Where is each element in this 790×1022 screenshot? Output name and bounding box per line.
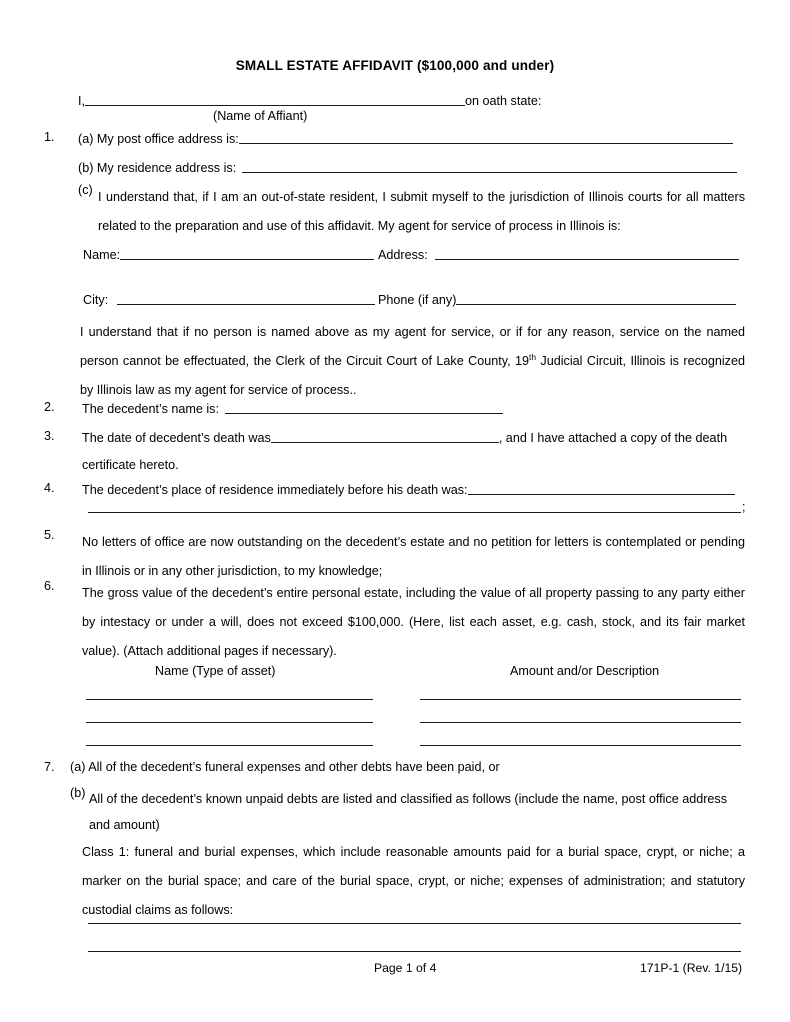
agent-address-input[interactable] [435,246,739,260]
residence-address-input[interactable] [242,159,737,173]
item-2-number: 2. [44,400,55,414]
item-2-row [82,400,503,417]
item-5-text: No letters of office are now outstanding on the decedent’s estate and no petition for letters is contemplated or pending in Illinois or in any other jurisdiction, to my knowledge; [82,535,745,578]
affiant-name-input[interactable] [85,92,465,106]
item-3-row [82,429,727,446]
item-7b-text: All of the decedent’s known unpaid debts are listed and classified as follows (include the name, post office address and amount) [89,792,728,832]
agent-address-label: Address: [378,248,428,262]
footer-page-label: Page 1 of 4 [374,961,437,975]
agent-name-row [83,246,374,263]
item-1c-label: (c) [78,183,93,197]
item-3-number: 3. [44,429,55,443]
class1-claims-input-1[interactable] [88,923,741,924]
item-1c-text: I understand that, if I am an out-of-state resident, I submit myself to the jurisdiction of Illinois courts for all matters related to the preparation and use of this affidavit. My agent for service of process in Illinois is: [98,190,745,233]
item-5-number: 5. [44,528,55,542]
asset-name-input-2[interactable] [86,722,373,723]
item-3-text-after: , and I have attached a copy of the death [498,431,728,445]
agent-phone-label: Phone (if any) [378,293,457,307]
footer-form-number: 171P-1 (Rev. 1/15) [640,961,743,975]
agent-name-input[interactable] [120,246,374,260]
clerk-paragraph-part1: I understand that if no person is named above as my agent for service, or if for any reason, service on the named person cannot be effectuated, the Clerk of the Circuit Court of Lake County, 19 [80,325,745,368]
clerk-paragraph-part2: Judicial Circuit, Illinois is recognized by Illinois law as my agent for service of process.. [80,354,745,397]
agent-address-row [378,246,739,263]
item-4-trailing-punctuation: ; [742,500,746,514]
asset-name-input-3[interactable] [86,745,373,746]
item-1a-label: (a) [78,132,94,146]
agent-city-label: City: [83,293,109,307]
place-of-residence-input-continued[interactable] [88,512,741,513]
post-office-address-input[interactable] [239,130,733,144]
item-4-number: 4. [44,481,55,495]
name-of-affiant-caption: (Name of Affiant) [213,109,308,123]
item-7-number: 7. [44,760,55,774]
agent-city-input[interactable] [117,291,375,305]
ordinal-superscript: th [529,351,537,362]
asset-col2-header: Amount and/or Description [510,664,660,678]
item-7a-label: (a) [70,760,86,774]
date-of-death-input[interactable] [271,429,499,443]
item-1-number: 1. [44,130,55,144]
item-1b-row [78,159,737,176]
asset-amount-input-2[interactable] [420,722,741,723]
agent-city-row [83,291,375,308]
affiant-i-label: I, [78,94,85,108]
item-1a-text: My post office address is: [96,132,239,146]
item-7-class1-text: Class 1: funeral and burial expenses, which include reasonable amounts paid for a burial space, crypt, or niche; a marker on the burial space; and care of the burial space, crypt, or niche; expenses of administration; and statutory custodial claims as follows: [82,845,745,917]
asset-amount-input-3[interactable] [420,745,741,746]
decedent-name-input[interactable] [225,400,503,414]
item-1a-row [78,130,733,147]
item-4-text: The decedent’s place of residence immediately before his death was: [82,483,468,497]
agent-phone-input[interactable] [456,291,736,305]
page-title: SMALL ESTATE AFFIDAVIT ($100,000 and under) [235,58,555,73]
asset-col1-header: Name (Type of asset) [155,664,276,678]
on-oath-label: on oath state: [465,94,542,108]
item-7a-text: All of the decedent’s funeral expenses and other debts have been paid, or [88,760,500,774]
asset-amount-input-1[interactable] [420,699,741,700]
item-2-text: The decedent’s name is: [82,402,219,416]
item-3-line2: certificate hereto. [82,458,179,472]
clerk-service-paragraph [80,318,745,405]
affiant-line [78,92,541,109]
item-1b-text: My residence address is: [96,161,237,175]
item-7b-label: (b) [70,786,86,800]
item-6-text: The gross value of the decedent’s entire personal estate, including the value of all property passing to any party either by intestacy or under a will, does not exceed $100,000. (Here, list each asset, e.g. cash, stock, and its fair market value). (Attach additional pages if necessary). [82,586,745,658]
asset-name-input-1[interactable] [86,699,373,700]
item-4-row [82,481,735,498]
item-7a-row [70,760,500,775]
agent-phone-row [378,291,736,308]
item-6-number: 6. [44,579,55,593]
agent-name-label: Name: [83,248,121,262]
item-3-text-before: The date of decedent’s death was [82,431,271,445]
place-of-residence-input[interactable] [468,481,735,495]
class1-claims-input-2[interactable] [88,951,741,952]
item-1b-label: (b) [78,161,94,175]
